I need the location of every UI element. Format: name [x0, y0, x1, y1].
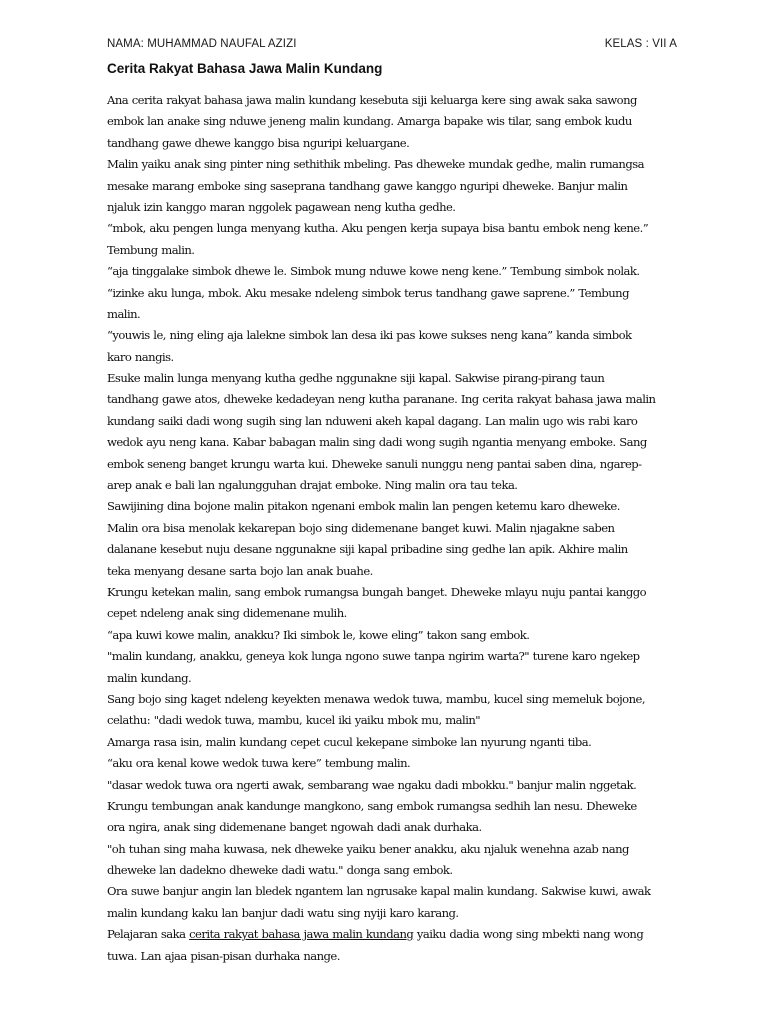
story-line: Sang bojo sing kaget ndeleng keyekten menawa wedok tuwa, mambu, kucel sing memeluk bojone,: [107, 691, 645, 706]
story-line: malin.: [107, 306, 141, 321]
story-line: “apa kuwi kowe malin, anakku? Iki simbok le, kowe eling” takon sang embok.: [107, 627, 530, 642]
story-line: “aja tinggalake simbok dhewe le. Simbok mung nduwe kowe neng kene.” Tembung simbok nolak.: [107, 264, 640, 279]
closing-last-line: tuwa. Lan ajaa pisan-pisan durhaka nange.: [107, 948, 340, 963]
story-line: Krungu ketekan malin, sang embok rumangsa bungah banget. Dheweke mlayu nuju pantai kanggo: [107, 584, 647, 599]
story-link[interactable]: cerita rakyat bahasa jawa malin kundang: [189, 927, 414, 942]
closing-prefix: Pelajaran saka: [107, 927, 190, 942]
story-line: Malin ora bisa menolak kekarepan bojo sing didemenane banget kuwi. Malin njagakne saben: [107, 520, 615, 535]
story-line: karo nangis.: [107, 349, 174, 364]
story-line: embok lan anake sing nduwe jeneng malin kundang. Amarga bapake wis tilar, sang embok kudu: [107, 114, 632, 129]
story-line: cepet ndeleng anak sing didemenane mulih.: [107, 606, 347, 621]
story-line: tandhang gawe dhewe kanggo bisa nguripi keluargane.: [107, 135, 410, 150]
story-line: Sawijining dina bojone malin pitakon ngenani embok malin lan pengen ketemu karo dheweke.: [107, 499, 620, 514]
closing-line: [107, 924, 692, 945]
story-line: Esuke malin lunga menyang kutha gedhe nggunakne siji kapal. Sakwise pirang-pirang taun: [107, 371, 605, 386]
story-line: “izinke aku lunga, mbok. Aku mesake ndeleng simbok terus tandhang gawe saprene.” Tembung: [107, 285, 629, 300]
closing-suffix: yaiku dadia wong sing mbekti nang wong: [413, 927, 644, 942]
story-line: "malin kundang, anakku, geneya kok lunga ngono suwe tanpa ngirim warta?" turene karo ngekep: [107, 649, 640, 664]
story-line: teka menyang desane sarta bojo lan anak buahe.: [107, 563, 373, 578]
story-line: Ora suwe banjur angin lan bledek ngantem lan ngrusake kapal malin kundang. Sakwise kuwi, awak: [107, 884, 651, 899]
story-line: Krungu tembungan anak kandunge mangkono, sang embok rumangsa sedhih lan nesu. Dheweke: [107, 798, 637, 813]
story-line: njaluk izin kanggo maran nggolek pagawean neng kutha gedhe.: [107, 199, 456, 214]
story-line: malin kundang kaku lan banjur dadi watu sing nyiji karo karang.: [107, 905, 459, 920]
story-line: kundang saiki dadi wong sugih sing lan nduweni akeh kapal dagang. Lan malin ugo wis rabi karo: [107, 413, 638, 428]
story-line: “mbok, aku pengen lunga menyang kutha. Aku pengen kerja supaya bisa bantu embok neng kene.”: [107, 221, 649, 236]
story-line: embok seneng banget krungu warta kui. Dheweke sanuli nunggu neng pantai saben dina, ngarep-: [107, 456, 642, 471]
story-line: celathu: "dadi wedok tuwa, mambu, kucel iki yaiku mbok mu, malin": [107, 713, 481, 728]
student-class: KELAS : VII A: [604, 38, 677, 50]
story-line: tandhang gawe atos, dheweke kedadeyan neng kutha paranane. Ing cerita rakyat bahasa jawa malin: [107, 392, 656, 407]
story-line: mesake marang emboke sing saseprana tandhang gawe kanggo nguripi dheweke. Banjur malin: [107, 178, 628, 193]
story-line: “youwis le, ning eling aja lalekne simbok lan desa iki pas kowe sukses neng kana” kanda simbok: [107, 328, 632, 343]
story-line: Amarga rasa isin, malin kundang cepet cucul kekepane simboke lan nyurung nganti tiba.: [107, 734, 592, 749]
story-body: [107, 90, 692, 967]
story-line: "dasar wedok tuwa ora ngerti awak, sembarang wae ngaku dadi mbokku." banjur malin nggetak.: [107, 777, 637, 792]
story-line: dheweke lan dadekno dheweke dadi watu." donga sang embok.: [107, 863, 453, 878]
story-line: dalanane kesebut nuju desane nggunakne siji kapal pribadine sing gedhe lan apik. Akhire malin: [107, 542, 628, 557]
student-name: NAMA: MUHAMMAD NAUFAL AZIZI: [107, 38, 297, 50]
story-line: malin kundang.: [107, 670, 192, 685]
student-header: [107, 38, 677, 56]
document-title: Cerita Rakyat Bahasa Jawa Malin Kundang: [107, 61, 383, 76]
story-line: ora ngira, anak sing didemenane banget ngowah dadi anak durhaka.: [107, 820, 482, 835]
story-line: Tembung malin.: [107, 242, 195, 257]
story-line: Ana cerita rakyat bahasa jawa malin kundang kesebuta siji keluarga kere sing awak saka sawong: [107, 93, 637, 107]
story-line: "oh tuhan sing maha kuwasa, nek dheweke yaiku bener anakku, aku njaluk wenehna azab nang: [107, 841, 629, 856]
story-line: “aku ora kenal kowe wedok tuwa kere” tembung malin.: [107, 756, 411, 771]
story-line: arep anak e bali lan ngalungguhan drajat emboke. Ning malin ora tau teka.: [107, 478, 518, 493]
story-line: Malin yaiku anak sing pinter ning sethithik mbeling. Pas dheweke mundak gedhe, malin rumangsa: [107, 157, 644, 172]
story-line: wedok ayu neng kana. Kabar babagan malin sing dadi wong sugih ngantia menyang emboke. Sang: [107, 435, 647, 450]
